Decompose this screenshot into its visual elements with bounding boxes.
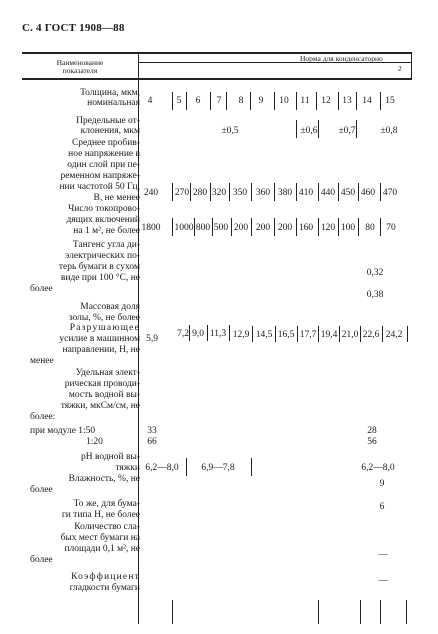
col-number: 11: [300, 96, 310, 106]
col-number: 15: [385, 96, 395, 106]
row-label-deviation-1: Предельные от-: [76, 116, 140, 126]
col-separator: [210, 92, 211, 110]
col-separator: [358, 183, 359, 201]
ph-value: 6,2—8,0: [361, 463, 395, 473]
conductivity-value: 28: [367, 426, 377, 436]
tearing-value: 24,2: [385, 330, 403, 340]
col-separator: [229, 183, 230, 201]
header-norm-title: Норма для конденсаторно: [300, 54, 383, 63]
col-separator: [172, 218, 173, 236]
col-separator: [380, 92, 381, 110]
breakdown-value: 320: [211, 188, 227, 198]
col-separator: [406, 600, 407, 624]
row-label-conductive-1: Число токопрово-: [68, 204, 140, 214]
breakdown-value: 350: [232, 188, 248, 198]
row-label-tearing-2: усилие в машинном: [59, 334, 140, 344]
conductive-value: 200: [277, 223, 293, 233]
conductive-value: 100: [340, 223, 356, 233]
breakdown-value: 280: [192, 188, 208, 198]
row-label-thickness-2: номинальная: [87, 98, 140, 108]
col-separator: [382, 326, 383, 342]
col-separator: [318, 183, 319, 201]
col-separator: [356, 120, 357, 138]
col-number: 14: [362, 96, 372, 106]
col-separator: [186, 458, 187, 476]
col-separator: [356, 92, 357, 110]
tearing-value: 16,5: [277, 330, 295, 340]
conductive-value: 1000: [174, 223, 194, 233]
row-label-breakdown-5: нии частотой 50 Гц,: [59, 182, 140, 192]
conductive-value: 1800: [141, 223, 161, 233]
row-label-moisture-h-1: То же, для бума-: [73, 499, 140, 509]
row-label-conductive-3: на 1 м², не более: [73, 226, 140, 236]
right-table-edge: [411, 52, 412, 80]
tearing-value: 12,9: [232, 330, 250, 340]
row-label-breakdown-2: ное напряжение в: [68, 149, 140, 159]
tearing-value: 5,9: [146, 334, 158, 344]
col-separator: [316, 92, 317, 110]
col-separator: [274, 183, 275, 201]
row-label-tearing-4: менее: [30, 356, 54, 366]
header-bottom-rule: [22, 78, 412, 80]
row-label-ph-2: тяжки: [115, 463, 140, 473]
col-separator: [190, 183, 191, 201]
col-separator: [380, 600, 381, 624]
conductive-value: 70: [386, 223, 396, 233]
col-separator: [380, 183, 381, 201]
col-separator: [318, 600, 319, 624]
row-label-breakdown-4: ременном напряже-: [60, 171, 140, 181]
moisture-value: 9: [379, 479, 385, 489]
row-label-moisture-h-2: ги типа Н, не более: [61, 510, 140, 520]
col-number: 10: [279, 96, 289, 106]
tearing-value: 14,5: [255, 330, 273, 340]
col-number: 8: [238, 96, 244, 106]
page-header: С. 4 ГОСТ 1908—88: [22, 22, 125, 34]
row-label-tangent-3: терь бумаги в сухом: [58, 262, 140, 272]
row-label-conductivity-4: тяжки, мкСм/см, не: [60, 401, 140, 411]
header-label-col-line1: Наименование: [56, 58, 104, 67]
breakdown-value: 450: [340, 188, 356, 198]
col-separator: [172, 600, 173, 624]
row-label-ash-1: Массовая доля: [80, 302, 140, 312]
col-number: 5: [176, 96, 182, 106]
breakdown-value: 240: [143, 188, 159, 198]
col-separator: [231, 218, 232, 236]
deviation-value: ±0,7: [338, 126, 356, 136]
row-label-weak-4: более: [30, 555, 53, 565]
col-separator: [251, 183, 252, 201]
row-label-deviation-2: клонения, мкм: [80, 126, 140, 136]
col-separator: [252, 326, 253, 342]
col-separator: [226, 92, 227, 110]
conductive-value: 500: [213, 223, 229, 233]
row-label-conductive-2: дящих включений: [66, 215, 140, 225]
breakdown-value: 270: [174, 188, 190, 198]
tearing-value: 7,2: [177, 329, 189, 339]
conductive-value: 200: [233, 223, 249, 233]
tearing-value: 17,7: [299, 330, 317, 340]
row-label-conductivity-1: Удельная элект-: [75, 368, 140, 378]
col-separator: [251, 458, 252, 476]
ph-value: 6,9—7,8: [201, 463, 235, 473]
deviation-value: ±0,8: [380, 126, 398, 136]
deviation-value: ±0,6: [300, 126, 318, 136]
col-separator: [274, 92, 275, 110]
row-label-breakdown-3: один слой при пе-: [67, 160, 140, 170]
row-label-tangent-1: Тангенс угла ди-: [72, 240, 140, 250]
conductive-value: 200: [255, 223, 271, 233]
breakdown-value: 360: [255, 188, 271, 198]
row-label-tangent-4: виде при 100 °С, не: [60, 273, 140, 283]
col-number: 4: [147, 96, 153, 106]
row-label-weak-3: площади 0,1 м², не: [64, 544, 140, 554]
breakdown-value: 410: [298, 188, 314, 198]
smooth-value: —: [378, 576, 388, 586]
row-label-moisture-2: более: [30, 485, 53, 495]
row-label-weak-2: бых мест бумаги на: [60, 533, 140, 543]
row-label-conductivity-3: мость водной вы-: [68, 390, 140, 400]
conductive-value: 120: [320, 223, 336, 233]
row-label-ph-1: pH водной вы-: [80, 452, 140, 462]
breakdown-value: 380: [277, 188, 293, 198]
col-number: 7: [216, 96, 222, 106]
col-number: 12: [321, 96, 331, 106]
header-label-col-line2: показателя: [62, 66, 98, 75]
weak-value: —: [378, 550, 388, 560]
conductive-value: 80: [365, 223, 375, 233]
row-label-weak-1: Количество сла-: [74, 522, 140, 532]
col-separator: [318, 218, 319, 236]
ash-value: 0,38: [366, 290, 384, 300]
conductive-value: 800: [195, 223, 211, 233]
row-label-smooth-1: Коэффициент: [71, 572, 140, 582]
col-separator: [296, 183, 297, 201]
conductivity-value: 66: [147, 437, 157, 447]
tangent-value: 0,32: [366, 268, 384, 278]
row-label-modulus-20: 1:20: [86, 437, 103, 447]
col-separator: [186, 92, 187, 110]
row-label-breakdown-6: В, не менее: [93, 193, 140, 203]
header-column-number: 2: [398, 64, 402, 73]
ph-value: 6,2—8,0: [145, 463, 179, 473]
col-number: 13: [342, 96, 352, 106]
col-separator: [338, 183, 339, 201]
tearing-value: 19,4: [320, 330, 338, 340]
col-separator: [338, 92, 339, 110]
deviation-value: ±0,5: [221, 126, 239, 136]
row-label-moisture-1: Влажность, %, не: [68, 474, 140, 484]
col-separator: [296, 92, 297, 110]
col-separator: [338, 218, 339, 236]
col-separator: [250, 92, 251, 110]
col-separator: [407, 326, 408, 342]
tearing-value: 9,0: [192, 329, 204, 339]
col-separator: [358, 218, 359, 236]
col-separator: [318, 120, 319, 138]
conductivity-value: 33: [147, 426, 157, 436]
tearing-value: 22,6: [362, 330, 380, 340]
breakdown-value: 470: [382, 188, 398, 198]
tearing-value: 21,0: [341, 330, 359, 340]
conductivity-value: 56: [367, 437, 377, 447]
col-separator: [380, 218, 381, 236]
row-label-tearing-3: направлении, Н, не: [62, 345, 140, 355]
col-separator: [274, 218, 275, 236]
breakdown-value: 440: [320, 188, 336, 198]
row-label-tangent-5: более: [30, 284, 53, 294]
tearing-value: 11,3: [209, 329, 227, 339]
breakdown-value: 460: [360, 188, 376, 198]
moisture-h-value: 6: [379, 502, 385, 512]
row-label-tangent-2: электрических по-: [65, 251, 140, 261]
conductive-value: 160: [298, 223, 314, 233]
col-separator: [251, 218, 252, 236]
row-label-conductivity-5: более:: [30, 412, 56, 422]
col-separator: [360, 600, 361, 624]
col-number: 9: [258, 96, 264, 106]
col-number: 6: [195, 96, 201, 106]
col-separator: [229, 325, 230, 341]
row-label-thickness-1: Толщина, мкм,: [80, 88, 140, 98]
row-label-conductivity-2: рическая проводи-: [64, 379, 140, 389]
col-separator: [172, 183, 173, 201]
row-label-breakdown-1: Среднее пробив-: [71, 138, 140, 148]
row-label-tearing-1: Разрушающее: [69, 323, 140, 333]
row-label-ash-2: золы, %, не более: [68, 313, 140, 323]
row-label-smooth-2: гладкости бумаги: [69, 583, 140, 593]
col-separator: [296, 218, 297, 236]
row-label-modulus-50: при модуле 1:50: [30, 426, 96, 436]
